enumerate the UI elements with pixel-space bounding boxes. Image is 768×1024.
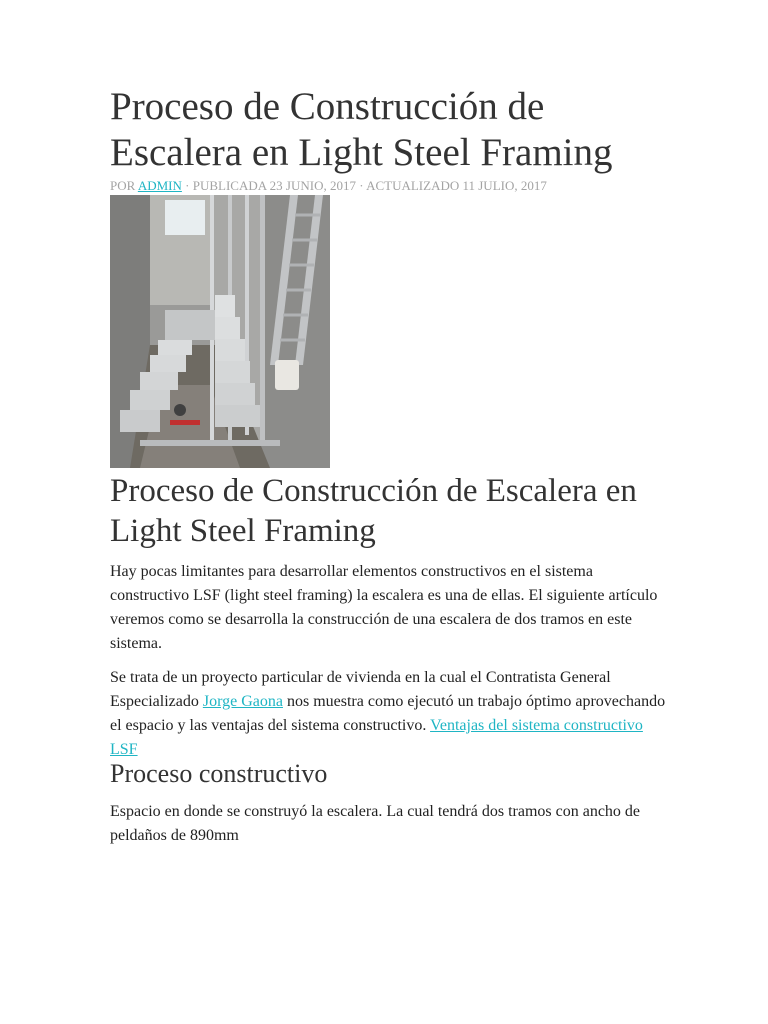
meta-published: · PUBLICADA 23 JUNIO, 2017 bbox=[185, 178, 356, 193]
paragraph-intro: Hay pocas limitantes para desarrollar elementos constructivos en el sistema constructivo LSF (light steel framing) la escalera es una de ellas. El siguiente artículo veremos como se desarrolla la construcción de una escalera de dos tramos en este sistema. bbox=[110, 563, 658, 652]
stair-construction-photo bbox=[110, 195, 330, 468]
jorge-gaona-link[interactable]: Jorge Gaona bbox=[202, 693, 283, 710]
paragraph-project-text-2: nos muestra como ejecutó un trabajo óptimo aprovechando el espacio y las ventajas del sistema constructivo. bbox=[110, 693, 666, 734]
ventajas-lsf-link[interactable]: Ventajas del sistema constructivo LSF bbox=[110, 717, 643, 758]
article-heading: Proceso de Construcción de Escalera en Light Steel Framing bbox=[110, 473, 637, 549]
author-link[interactable]: ADMIN bbox=[137, 178, 182, 193]
paragraph-project-text-1: Se trata de un proyecto particular de vivienda en la cual el Contratista General Especializado bbox=[110, 669, 611, 710]
meta-updated: · ACTUALIZADO 11 JULIO, 2017 bbox=[359, 178, 547, 193]
article-title: Proceso de Construcción de Escalera en Light Steel Framing bbox=[110, 85, 613, 174]
paragraph-project bbox=[110, 666, 670, 762]
meta-by-label: POR bbox=[110, 178, 136, 193]
paragraph-space: Espacio en donde se construyó la escalera. La cual tendrá dos tramos con ancho de peldaños de 890mm bbox=[110, 803, 641, 844]
section-heading-proceso: Proceso constructivo bbox=[110, 759, 328, 788]
article-meta bbox=[110, 178, 670, 194]
